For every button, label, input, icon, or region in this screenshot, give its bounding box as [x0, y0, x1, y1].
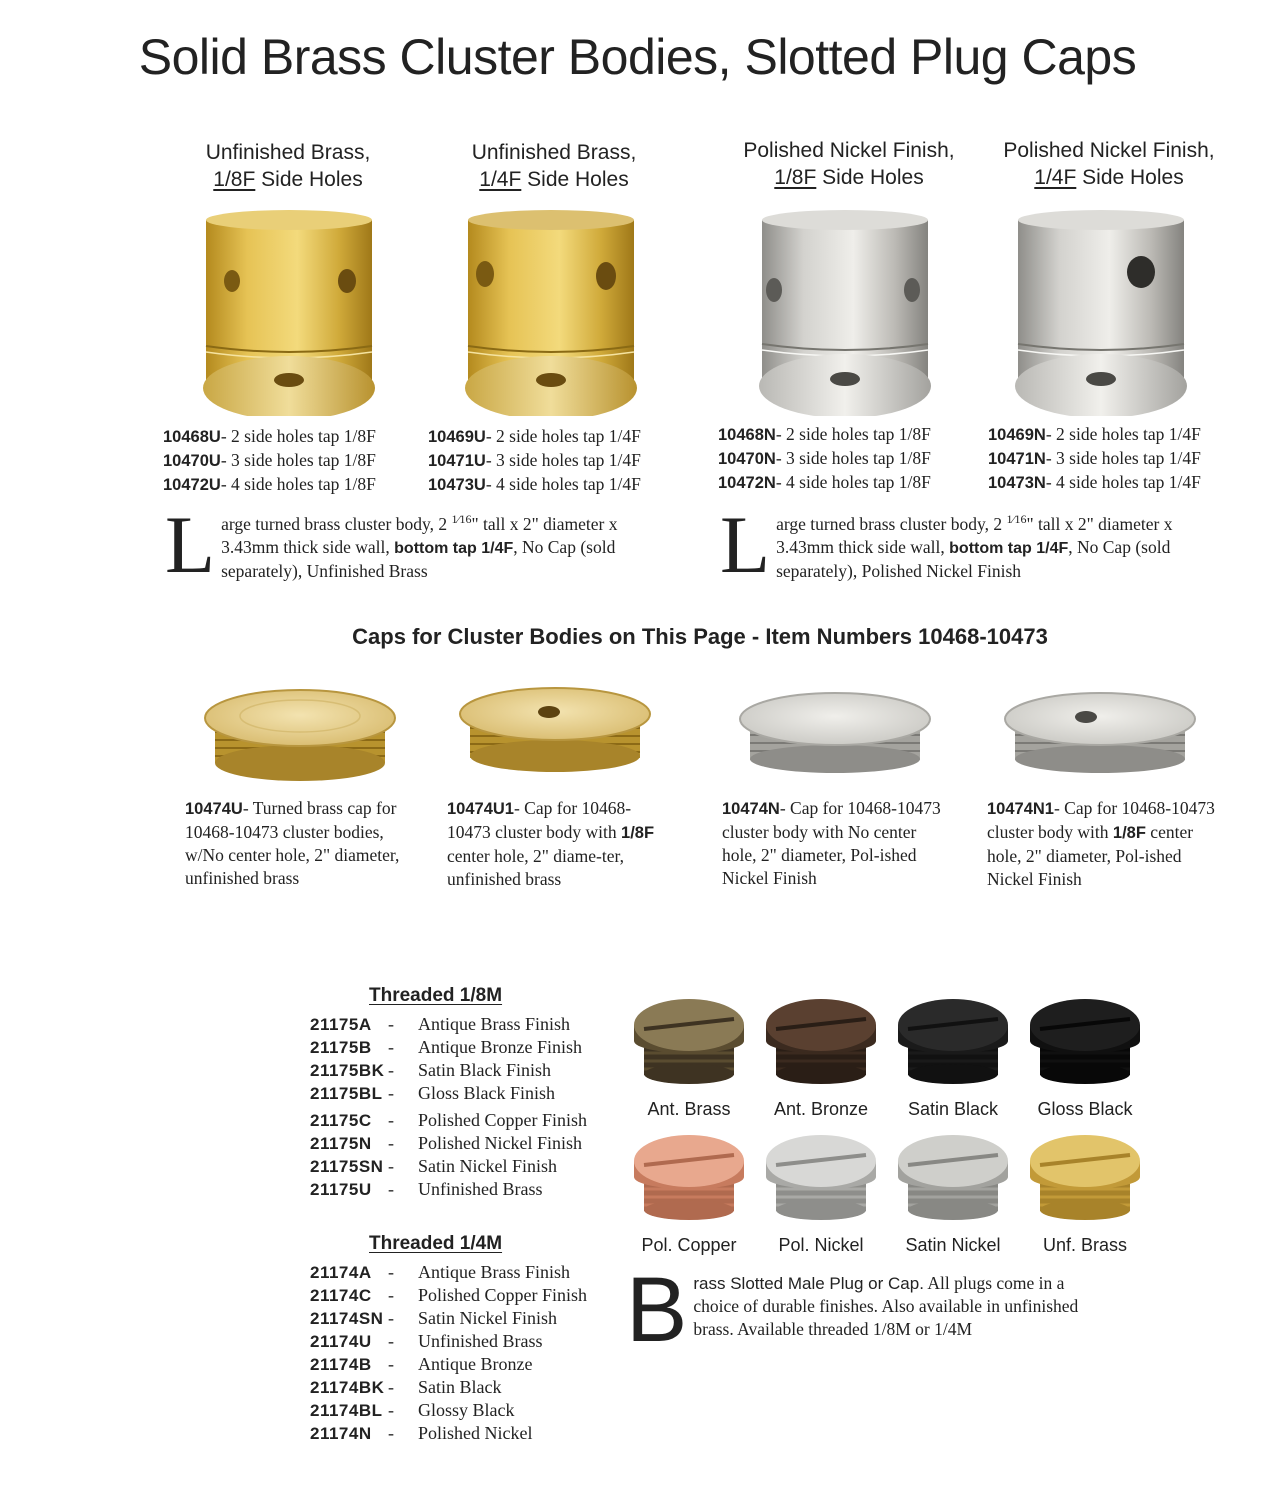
item-desc: - 3 side holes tap 1/8F: [775, 448, 931, 468]
threaded-18-list: [310, 1013, 587, 1201]
code-line: [163, 449, 376, 473]
plug-image: [1020, 985, 1150, 1090]
finish-name: Antique Bronze Finish: [418, 1037, 582, 1057]
plug-item: [1020, 1121, 1150, 1256]
item-code: 21175SN: [310, 1157, 384, 1176]
cap-description-10474U1: [447, 797, 667, 891]
item-code: 10474U: [185, 800, 243, 818]
plug-list-row: [310, 1036, 587, 1059]
code-line: [718, 471, 931, 495]
item-code: 10471U: [428, 452, 486, 470]
desc-text: center hole, 2" diame-ter, unfinished brass: [447, 846, 624, 889]
finish-name: Satin Black Finish: [418, 1060, 552, 1080]
desc-bold: 1/8F: [1112, 824, 1146, 842]
item-code: 10471N: [988, 450, 1046, 468]
item-code: 21174B: [310, 1355, 372, 1374]
finish-name: Polished Copper Finish: [418, 1110, 588, 1130]
desc-text: - Turned brass cap for 10468-10473 cluster bodies, w/No center hole, 2" diameter, unfinished brass: [185, 798, 400, 888]
code-line: [718, 447, 931, 471]
column-header-10468U: [178, 139, 398, 193]
header-size-line: [178, 166, 398, 193]
caps-section-heading: Caps for Cluster Bodies on This Page - Item Numbers 10468-10473: [352, 624, 1048, 649]
plug-image: [624, 1121, 754, 1226]
finish-name: Gloss Black Finish: [418, 1083, 556, 1103]
plug-image: [624, 985, 754, 1090]
item-code: 10474N: [722, 800, 780, 818]
finish-name: Polished Copper Finish: [418, 1285, 588, 1305]
separator: -: [388, 1285, 394, 1305]
size-label: 1/8F: [213, 168, 256, 191]
plug-item: [624, 985, 754, 1120]
plug-list-row: [310, 1399, 587, 1422]
item-code: 21174BL: [310, 1401, 383, 1420]
item-desc: - 2 side holes tap 1/8F: [220, 426, 376, 446]
item-code: 21175C: [310, 1111, 372, 1130]
plug-label: Satin Nickel: [905, 1235, 1001, 1255]
desc-text: , No Cap (sold separately), Unfinished Brass: [221, 536, 616, 581]
cap-description-10474N: [722, 797, 952, 890]
desc-bold: 1/8F: [621, 824, 655, 842]
item-code: 21175N: [310, 1134, 372, 1153]
plug-label: Ant. Bronze: [773, 1099, 869, 1119]
item-desc: - 2 side holes tap 1/8F: [775, 424, 931, 444]
plug-image: [756, 1121, 886, 1226]
item-code: 21174U: [310, 1332, 372, 1351]
finish-name: Satin Black: [418, 1377, 502, 1397]
column-header-10469N: [984, 137, 1234, 191]
plug-list-row: [310, 1178, 587, 1201]
plug-label: Unf. Brass: [1042, 1235, 1128, 1255]
item-desc: - 4 side holes tap 1/4F: [485, 474, 641, 494]
plug-list-row: [310, 1261, 587, 1284]
separator: -: [388, 1308, 394, 1328]
threaded-18-heading: Threaded 1/8M: [369, 985, 503, 1006]
header-line: Polished Nickel Finish,: [743, 139, 955, 162]
item-code: 21174BK: [310, 1378, 385, 1397]
separator: -: [388, 1014, 394, 1034]
item-code: 10474U1: [447, 800, 514, 818]
drop-cap: L: [165, 499, 216, 590]
plug-label: Ant. Brass: [647, 1099, 731, 1119]
plug-item: [888, 985, 1018, 1120]
item-code: 10468U: [163, 428, 221, 446]
size-label: 1/4F: [479, 168, 522, 191]
desc-text: - Cap for 10468-10473 cluster body with: [447, 798, 632, 842]
plug-image: [888, 985, 1018, 1090]
desc-text: " tall x 2" diameter x 3.43mm thick side wall,: [776, 513, 1173, 557]
plug-item: [624, 1121, 754, 1256]
item-code: 21175U: [310, 1180, 372, 1199]
desc-text: All plugs come in a choice of durable finishes. Also available in unfinished brass. Available threaded 1/8M or 1/4M: [693, 1273, 1079, 1339]
separator: -: [388, 1060, 394, 1080]
fraction: 1⁄16: [1006, 512, 1027, 526]
code-line: [988, 447, 1201, 471]
nickel-cap-center-hole-image: [985, 675, 1215, 790]
finish-name: Polished Nickel: [418, 1423, 533, 1443]
finish-name: Polished Nickel Finish: [418, 1133, 583, 1153]
code-line: [988, 423, 1201, 447]
item-code: 21174A: [310, 1263, 372, 1282]
finish-name: Unfinished Brass: [418, 1179, 543, 1199]
brass-cap-image: [185, 668, 415, 788]
item-desc: - 3 side holes tap 1/4F: [1045, 448, 1201, 468]
nickel-cluster-body-image: [986, 198, 1248, 416]
cap-description-10474U: [185, 797, 420, 890]
header-line: Unfinished Brass,: [471, 141, 637, 164]
item-desc: - 4 side holes tap 1/4F: [1045, 472, 1201, 492]
separator: -: [388, 1110, 394, 1130]
desc-text: " tall x 2" diameter x 3.43mm thick side wall,: [221, 513, 618, 557]
plug-list-row: [310, 1132, 587, 1155]
separator: -: [388, 1037, 394, 1057]
size-suffix: Side Holes: [255, 168, 363, 191]
desc-text: center hole, 2" diameter, Pol-ished Nickel Finish: [987, 822, 1194, 889]
item-code: 10470U: [163, 452, 221, 470]
brass-cluster-body-image: [428, 198, 690, 416]
size-label: 1/4F: [1034, 166, 1077, 189]
size-suffix: Side Holes: [1076, 166, 1184, 189]
code-line: [988, 471, 1201, 495]
plug-list-row: [310, 1307, 587, 1330]
desc-text: , No Cap (sold separately), Polished Nickel Finish: [776, 536, 1171, 581]
code-line: [163, 425, 376, 449]
plug-list-row: [310, 1376, 587, 1399]
plug-image: [1020, 1121, 1150, 1226]
body-code-list: [718, 423, 931, 495]
item-desc: - 2 side holes tap 1/4F: [485, 426, 641, 446]
cap-description-10474N1: [987, 797, 1222, 891]
threaded-14-heading: Threaded 1/4M: [369, 1233, 503, 1254]
plug-list-row: [310, 1330, 587, 1353]
header-line: Unfinished Brass,: [205, 141, 371, 164]
header-size-line: [724, 164, 974, 191]
plug-label: Pol. Nickel: [778, 1235, 864, 1255]
desc-text: arge turned brass cluster body, 2: [776, 513, 1007, 534]
column-header-10469U: [444, 139, 664, 193]
body-code-list: [428, 425, 641, 497]
item-desc: - 2 side holes tap 1/4F: [1045, 424, 1201, 444]
separator: -: [388, 1083, 394, 1103]
item-code: 10470N: [718, 450, 776, 468]
item-code: 21174SN: [310, 1309, 384, 1328]
code-line: [428, 449, 641, 473]
item-desc: - 4 side holes tap 1/8F: [775, 472, 931, 492]
item-code: 21174C: [310, 1286, 372, 1305]
plug-list-row: [310, 1059, 587, 1082]
plug-label: Pol. Copper: [641, 1235, 737, 1255]
finish-name: Antique Bronze: [418, 1354, 533, 1374]
desc-text: - Cap for 10468-10473 cluster body with: [987, 798, 1215, 842]
plug-label: Satin Black: [907, 1099, 999, 1119]
header-size-line: [444, 166, 664, 193]
plug-list-row: [310, 1155, 587, 1178]
plug-image: [888, 1121, 1018, 1226]
body-description-unfinished: [165, 499, 670, 590]
item-code: 21175B: [310, 1038, 372, 1057]
plug-list-row: [310, 1284, 587, 1307]
plug-list-row: [310, 1353, 587, 1376]
desc-bold: bottom tap 1/4F: [394, 539, 514, 557]
finish-name: Antique Brass Finish: [418, 1262, 571, 1282]
size-label: 1/8F: [774, 166, 817, 189]
separator: -: [388, 1156, 394, 1176]
finish-name: Satin Nickel Finish: [418, 1308, 557, 1328]
item-code: 21174N: [310, 1424, 372, 1443]
separator: -: [388, 1331, 394, 1351]
separator: -: [388, 1354, 394, 1374]
item-code: 10468N: [718, 426, 776, 444]
plug-item: [756, 1121, 886, 1256]
plug-image: [756, 985, 886, 1090]
item-desc: - 4 side holes tap 1/8F: [220, 474, 376, 494]
body-code-list: [163, 425, 376, 497]
plug-item: [1020, 985, 1150, 1120]
plug-grid: [624, 985, 1154, 1260]
finish-name: Glossy Black: [418, 1400, 515, 1420]
size-suffix: Side Holes: [816, 166, 924, 189]
plug-list-row: [310, 1082, 587, 1105]
header-size-line: [984, 164, 1234, 191]
desc-lead: rass Slotted Male Plug or Cap.: [693, 1274, 924, 1293]
page-title: Solid Brass Cluster Bodies, Slotted Plug Caps: [138, 29, 1137, 85]
code-line: [428, 473, 641, 497]
separator: -: [388, 1377, 394, 1397]
item-code: 10473N: [988, 474, 1046, 492]
item-desc: - 3 side holes tap 1/8F: [220, 450, 376, 470]
header-line: Polished Nickel Finish,: [1003, 139, 1215, 162]
drop-cap: B: [626, 1259, 688, 1361]
desc-text: arge turned brass cluster body, 2: [221, 513, 452, 534]
nickel-cluster-body-image: [722, 198, 984, 416]
brass-cluster-body-image: [162, 198, 424, 416]
plug-label: Gloss Black: [1037, 1099, 1133, 1119]
drop-cap: L: [720, 499, 771, 590]
finish-name: Satin Nickel Finish: [418, 1156, 557, 1176]
plug-item: [756, 985, 886, 1120]
separator: -: [388, 1423, 394, 1443]
item-code: 10474N1: [987, 800, 1054, 818]
plug-description: [626, 1259, 1106, 1361]
plug-list-row: [310, 1109, 587, 1132]
plug-list-row: [310, 1422, 587, 1445]
body-code-list: [988, 423, 1201, 495]
finish-name: Antique Brass Finish: [418, 1014, 571, 1034]
code-line: [428, 425, 641, 449]
separator: -: [388, 1262, 394, 1282]
item-code: 10469N: [988, 426, 1046, 444]
finish-name: Unfinished Brass: [418, 1331, 543, 1351]
code-line: [718, 423, 931, 447]
separator: -: [388, 1400, 394, 1420]
column-header-10468N: [724, 137, 974, 191]
item-code: 10469U: [428, 428, 486, 446]
item-code: 10473U: [428, 476, 486, 494]
plug-item: [888, 1121, 1018, 1256]
item-code: 21175A: [310, 1015, 372, 1034]
desc-text: - Cap for 10468-10473 cluster body with No center hole, 2" diameter, Pol-ished Nickel Finish: [722, 798, 941, 888]
separator: -: [388, 1179, 394, 1199]
item-code: 10472N: [718, 474, 776, 492]
code-line: [163, 473, 376, 497]
desc-bold: bottom tap 1/4F: [949, 539, 1069, 557]
separator: -: [388, 1133, 394, 1153]
brass-cap-center-hole-image: [440, 668, 670, 788]
size-suffix: Side Holes: [521, 168, 629, 191]
threaded-14-list: [310, 1261, 587, 1445]
plug-list-row: [310, 1013, 587, 1036]
item-code: 21175BL: [310, 1084, 383, 1103]
item-desc: - 3 side holes tap 1/4F: [485, 450, 641, 470]
nickel-cap-image: [720, 675, 950, 790]
item-code: 21175BK: [310, 1061, 385, 1080]
item-code: 10472U: [163, 476, 221, 494]
fraction: 1⁄16: [451, 512, 472, 526]
body-description-nickel: [720, 499, 1225, 590]
